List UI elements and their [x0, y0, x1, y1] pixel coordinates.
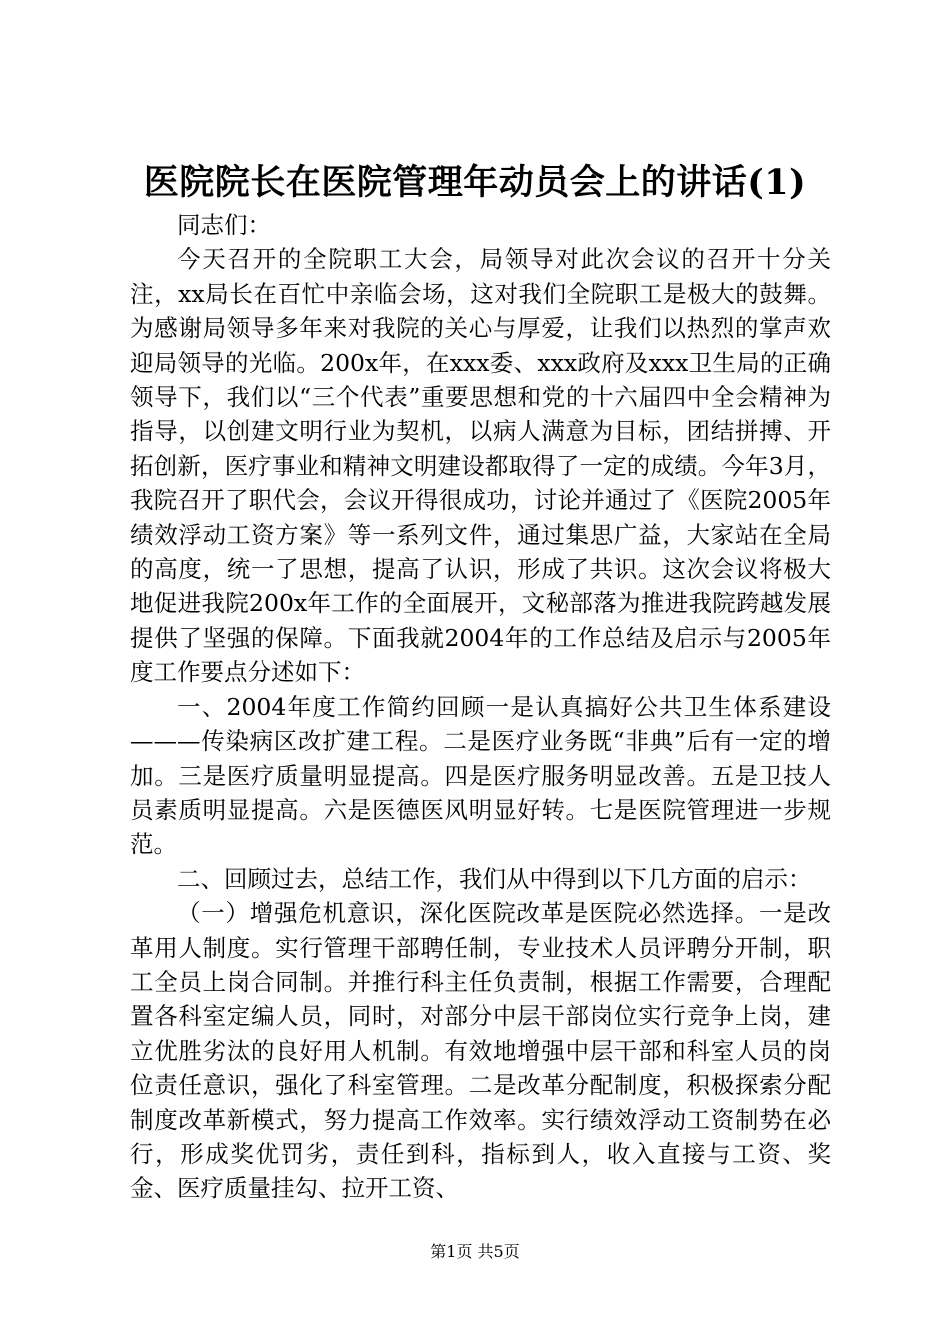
page-number-footer: 第1页 共5页 — [430, 1242, 520, 1261]
paragraph-section-one: 一、2004年度工作简约回顾一是认真搞好公共卫生体系建设———传染病区改扩建工程。二是医疗业务既“非典”后有一定的增加。三是医疗质量明显提高。四是医疗服务明显改善。五是卫技人员素质明显提高。六是医德医风明显好转。七是医院管理进一步规范。 — [130, 692, 831, 859]
document-title: 医院院长在医院管理年动员会上的讲话(1) — [143, 162, 807, 203]
paragraph-salutation: 同志们： — [177, 211, 271, 239]
paragraph-subsection-one: （一）增强危机意识，深化医院改革是医院必然选择。一是改革用人制度。实行管理干部聘任制，专业技术人员评聘分开制，职工全员上岗合同制。并推行科主任负责制，根据工作需要，合理配置各科室定编人员，同时，对部分中层干部岗位实行竞争上岗，建立优胜劣汰的良好用人机制。有效地增强中层干部和科室人员的岗位责任意识，强化了科室管理。二是改革分配制度，积极探索分配制度改革新模式，努力提高工作效率。实行绩效浮动工资制势在必行，形成奖优罚劣，责任到科，指标到人，收入直接与工资、奖金、医疗质量挂勾、拉开工资、 — [130, 899, 831, 1203]
paragraph-opening: 今天召开的全院职工大会，局领导对此次会议的召开十分关注，xx局长在百忙中亲临会场，这对我们全院职工是极大的鼓舞。为感谢局领导多年来对我院的关心与厚爱，让我们以热烈的掌声欢迎局领导的光临。200x年，在xxx委、xxx政府及xxx卫生局的正确领导下，我们以“三个代表”重要思想和党的十六届四中全会精神为指导，以创建文明行业为契机，以病人满意为目标，团结拼搏、开拓创新，医疗事业和精神文明建设都取得了一定的成绩。今年3月，我院召开了职代会，会议开得很成功，讨论并通过了《医院2005年绩效浮动工资方案》等一系列文件，通过集思广益，大家站在全局的高度，统一了思想，提高了认识，形成了共识。这次会议将极大地促进我院200x年工作的全面展开，文秘部落为推进我院跨越发展提供了坚强的保障。下面我就2004年的工作总结及启示与2005年度工作要点分述如下： — [130, 245, 831, 687]
paragraph-section-two: 二、回顾过去，总结工作，我们从中得到以下几方面的启示： — [177, 864, 812, 893]
document-body — [130, 208, 831, 1206]
